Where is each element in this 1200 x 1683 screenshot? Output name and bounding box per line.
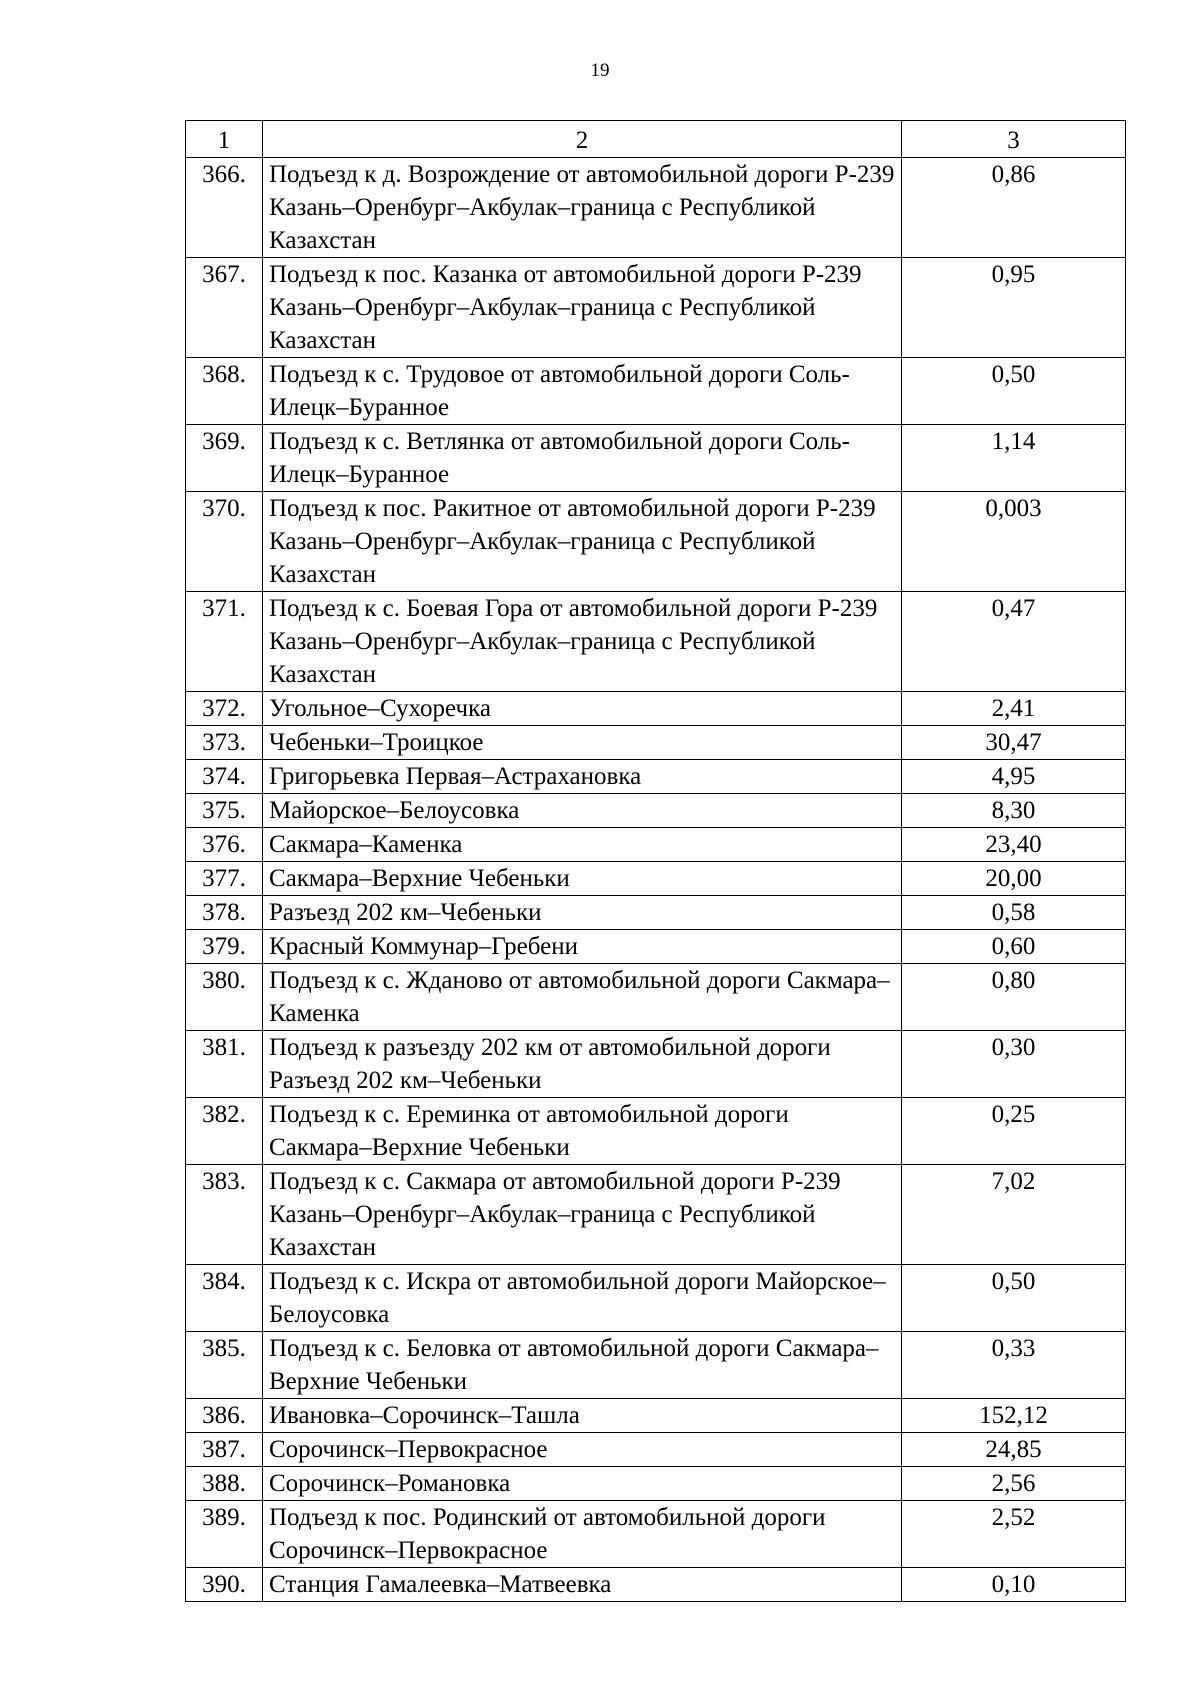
- row-number: 388.: [186, 1467, 263, 1501]
- table-row: [186, 592, 1126, 692]
- road-name: Подъезд к с. Трудовое от автомобильной дороги Соль-Илецк–Буранное: [263, 358, 902, 425]
- row-number: 390.: [186, 1568, 263, 1602]
- road-length: 7,02: [902, 1165, 1126, 1265]
- road-length: 0,10: [902, 1568, 1126, 1602]
- row-number: 377.: [186, 862, 263, 896]
- table-row: [186, 1265, 1126, 1332]
- table-body: [186, 158, 1126, 1602]
- table-row: [186, 760, 1126, 794]
- row-number: 387.: [186, 1433, 263, 1467]
- road-name: Сакмара–Верхние Чебеньки: [263, 862, 902, 896]
- row-number: 379.: [186, 930, 263, 964]
- table-row: [186, 1031, 1126, 1098]
- row-number: 384.: [186, 1265, 263, 1332]
- row-number: 376.: [186, 828, 263, 862]
- row-number: 386.: [186, 1399, 263, 1433]
- table-row: [186, 828, 1126, 862]
- table-row: [186, 930, 1126, 964]
- road-name: Чебеньки–Троицкое: [263, 726, 902, 760]
- row-number: 380.: [186, 964, 263, 1031]
- road-length: 1,14: [902, 425, 1126, 492]
- road-length: 0,95: [902, 258, 1126, 358]
- road-length: 0,003: [902, 492, 1126, 592]
- table-row: [186, 896, 1126, 930]
- row-number: 374.: [186, 760, 263, 794]
- header-col-2: 2: [263, 121, 902, 158]
- road-name: Подъезд к пос. Казанка от автомобильной дороги Р-239 Казань–Оренбург–Акбулак–граница с Республикой Казахстан: [263, 258, 902, 358]
- row-number: 366.: [186, 158, 263, 258]
- table-row: [186, 425, 1126, 492]
- table-row: [186, 692, 1126, 726]
- road-name: Угольное–Сухоречка: [263, 692, 902, 726]
- road-length: 8,30: [902, 794, 1126, 828]
- road-length: 23,40: [902, 828, 1126, 862]
- road-name: Подъезд к д. Возрождение от автомобильной дороги Р-239 Казань–Оренбург–Акбулак–граница с Республикой Казахстан: [263, 158, 902, 258]
- row-number: 381.: [186, 1031, 263, 1098]
- row-number: 385.: [186, 1332, 263, 1399]
- roads-table: [185, 120, 1126, 1602]
- table-row: [186, 158, 1126, 258]
- table-row: [186, 1433, 1126, 1467]
- road-name: Майорское–Белоусовка: [263, 794, 902, 828]
- road-name: Сорочинск–Первокрасное: [263, 1433, 902, 1467]
- road-name: Подъезд к с. Искра от автомобильной дороги Майорское–Белоусовка: [263, 1265, 902, 1332]
- row-number: 372.: [186, 692, 263, 726]
- table-row: [186, 492, 1126, 592]
- row-number: 370.: [186, 492, 263, 592]
- row-number: 369.: [186, 425, 263, 492]
- header-col-3: 3: [902, 121, 1126, 158]
- road-name: Подъезд к с. Ереминка от автомобильной дороги Сакмара–Верхние Чебеньки: [263, 1098, 902, 1165]
- row-number: 367.: [186, 258, 263, 358]
- row-number: 368.: [186, 358, 263, 425]
- road-length: 2,41: [902, 692, 1126, 726]
- road-length: 152,12: [902, 1399, 1126, 1433]
- road-length: 20,00: [902, 862, 1126, 896]
- road-length: 24,85: [902, 1433, 1126, 1467]
- row-number: 373.: [186, 726, 263, 760]
- road-length: 0,25: [902, 1098, 1126, 1165]
- table-row: [186, 964, 1126, 1031]
- road-length: 2,56: [902, 1467, 1126, 1501]
- table-row: [186, 862, 1126, 896]
- row-number: 389.: [186, 1501, 263, 1568]
- road-length: 4,95: [902, 760, 1126, 794]
- table-row: [186, 1467, 1126, 1501]
- road-length: 0,50: [902, 1265, 1126, 1332]
- road-length: 0,86: [902, 158, 1126, 258]
- road-name: Ивановка–Сорочинск–Ташла: [263, 1399, 902, 1433]
- table-row: [186, 794, 1126, 828]
- row-number: 371.: [186, 592, 263, 692]
- table-row: [186, 258, 1126, 358]
- road-length: 30,47: [902, 726, 1126, 760]
- road-name: Сорочинск–Романовка: [263, 1467, 902, 1501]
- road-length: 2,52: [902, 1501, 1126, 1568]
- table-header-row: [186, 121, 1126, 158]
- road-name: Сакмара–Каменка: [263, 828, 902, 862]
- road-length: 0,50: [902, 358, 1126, 425]
- table-row: [186, 726, 1126, 760]
- road-length: 0,33: [902, 1332, 1126, 1399]
- road-name: Подъезд к с. Беловка от автомобильной дороги Сакмара–Верхние Чебеньки: [263, 1332, 902, 1399]
- road-name: Подъезд к с. Сакмара от автомобильной дороги Р-239 Казань–Оренбург–Акбулак–граница с Республикой Казахстан: [263, 1165, 902, 1265]
- road-length: 0,80: [902, 964, 1126, 1031]
- table-row: [186, 1501, 1126, 1568]
- road-length: 0,58: [902, 896, 1126, 930]
- page-number: 19: [590, 60, 610, 81]
- table-row: [186, 1568, 1126, 1602]
- table-row: [186, 1165, 1126, 1265]
- road-length: 0,60: [902, 930, 1126, 964]
- road-name: Подъезд к пос. Родинский от автомобильной дороги Сорочинск–Первокрасное: [263, 1501, 902, 1568]
- row-number: 375.: [186, 794, 263, 828]
- road-name: Григорьевка Первая–Астрахановка: [263, 760, 902, 794]
- road-name: Подъезд к с. Боевая Гора от автомобильной дороги Р-239 Казань–Оренбург–Акбулак–граница с Республикой Казахстан: [263, 592, 902, 692]
- road-name: Станция Гамалеевка–Матвеевка: [263, 1568, 902, 1602]
- road-name: Разъезд 202 км–Чебеньки: [263, 896, 902, 930]
- road-length: 0,47: [902, 592, 1126, 692]
- row-number: 382.: [186, 1098, 263, 1165]
- road-name: Подъезд к с. Ветлянка от автомобильной дороги Соль-Илецк–Буранное: [263, 425, 902, 492]
- road-name: Подъезд к с. Жданово от автомобильной дороги Сакмара–Каменка: [263, 964, 902, 1031]
- table-row: [186, 1332, 1126, 1399]
- row-number: 383.: [186, 1165, 263, 1265]
- road-name: Красный Коммунар–Гребени: [263, 930, 902, 964]
- road-name: Подъезд к разъезду 202 км от автомобильной дороги Разъезд 202 км–Чебеньки: [263, 1031, 902, 1098]
- road-name: Подъезд к пос. Ракитное от автомобильной дороги Р-239 Казань–Оренбург–Акбулак–граница с Республикой Казахстан: [263, 492, 902, 592]
- table-row: [186, 1098, 1126, 1165]
- table-row: [186, 1399, 1126, 1433]
- header-col-1: 1: [186, 121, 263, 158]
- road-length: 0,30: [902, 1031, 1126, 1098]
- row-number: 378.: [186, 896, 263, 930]
- table-row: [186, 358, 1126, 425]
